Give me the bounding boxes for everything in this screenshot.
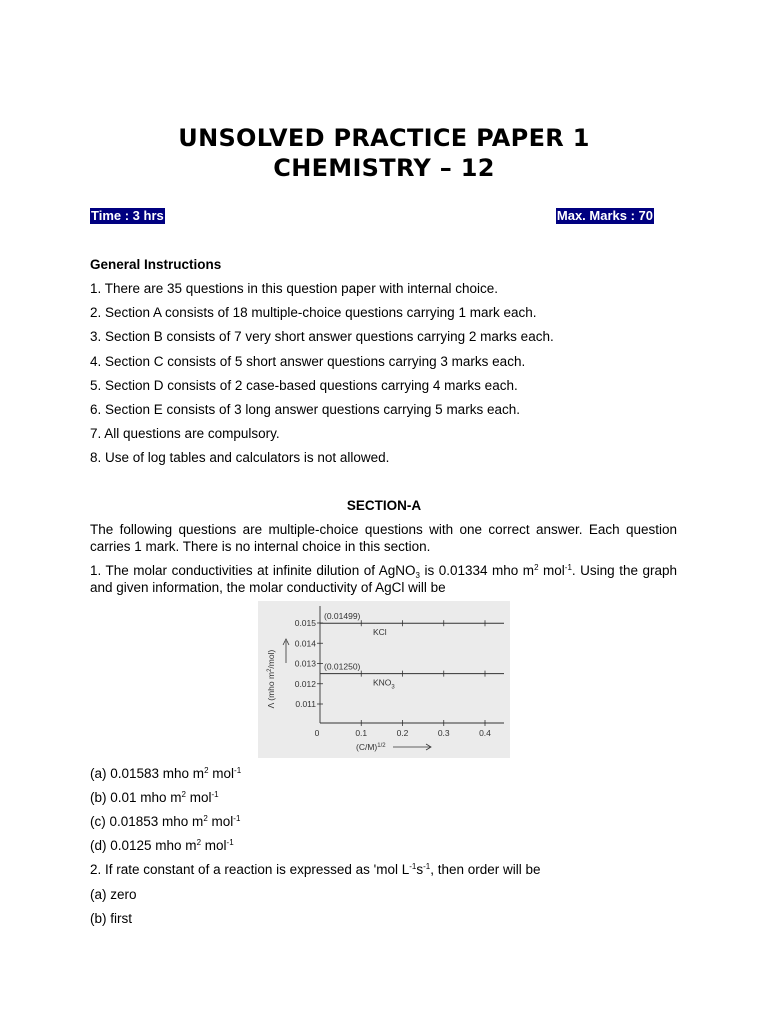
section-a-intro: The following questions are multiple-choice questions with one correct answer. Each question carries 1 mark. There is no internal choice in this section.	[90, 522, 677, 554]
paper-title: UNSOLVED PRACTICE PAPER 1	[178, 124, 590, 152]
y-tick-label: 0.011	[295, 699, 316, 709]
series-intercept-label: (0.01250)	[324, 661, 361, 672]
instruction-item: 7. All questions are compulsory.	[90, 426, 280, 442]
section-a-heading: SECTION-A	[346, 498, 422, 513]
instruction-item: 4. Section C consists of 5 short answer questions carrying 3 marks each.	[90, 353, 526, 369]
y-tick-label: 0.014	[294, 638, 316, 649]
q1-option-d[interactable]: (d) 0.0125 mho $m^2$ mol$^{-1}$	[90, 838, 234, 853]
time-label: Time : 3 hrs	[91, 208, 164, 223]
x-tick-label: 0.2	[396, 728, 409, 738]
q1-option-b[interactable]: (b) 0.01 mho $m^2$ mol$^{-1}$	[90, 790, 219, 805]
q2-option-b[interactable]: (b) first	[90, 911, 132, 926]
q2-option-a[interactable]: (a) zero	[90, 887, 137, 902]
q1-option-a[interactable]: (a) 0.01583 mho $m^2$ mol$^{-1}$	[90, 766, 242, 781]
y-axis-label: Λ (mho $m^2/mol$)	[266, 649, 276, 709]
conductivity-chart-svg	[258, 601, 510, 758]
instruction-item: 8. Use of log tables and calculators is not allowed.	[90, 450, 390, 466]
paper-subject: CHEMISTRY – 12	[273, 154, 495, 182]
q1-option-c[interactable]: (c) 0.01853 mho $m^2$ mol$^{-1}$	[90, 814, 241, 829]
x-tick-label: 0	[314, 728, 320, 738]
question-2: 2. If rate constant of a reaction is expressed as 'mol $L^{-1}s^{-1}$, then order will be	[90, 862, 541, 877]
instruction-item: 1. There are 35 questions in this question paper with internal choice.	[90, 281, 498, 296]
y-tick-label: 0.013	[294, 658, 316, 669]
series-name: KCl	[373, 627, 387, 638]
x-tick-label: 0.1	[355, 728, 368, 738]
question-1: 1. The molar conductivities at infinite dilution of AgNO$_3$ is 0.01334 mho $m^2$ mol$^{-1}$. Using the graph and given information, the molar conductivity of AgCl will be	[90, 563, 677, 595]
series-name: $KNO_3$	[373, 677, 395, 691]
max-marks-label: Max. Marks : 70	[556, 208, 653, 223]
series-intercept-label: (0.01499)	[324, 611, 361, 622]
y-tick-label: 0.015	[294, 618, 316, 628]
instruction-item: 6. Section E consists of 3 long answer questions carrying 5 marks each.	[90, 401, 520, 417]
y-tick-label: 0.012	[294, 678, 316, 689]
x-tick-label: 0.3	[437, 728, 450, 738]
instruction-item: 2. Section A consists of 18 multiple-choice questions carrying 1 mark each.	[90, 305, 537, 321]
x-axis-label: $(C/M)^{1/2}$	[356, 742, 386, 752]
conductivity-graph	[258, 601, 510, 758]
instructions-list	[90, 281, 554, 475]
general-instructions-heading: General Instructions	[90, 257, 222, 272]
instruction-item: 3. Section B consists of 7 very short answer questions carrying 2 marks each.	[90, 329, 554, 345]
instruction-item: 5. Section D consists of 2 case-based questions carrying 4 marks each.	[90, 377, 518, 393]
x-tick-label: 0.4	[479, 728, 491, 738]
